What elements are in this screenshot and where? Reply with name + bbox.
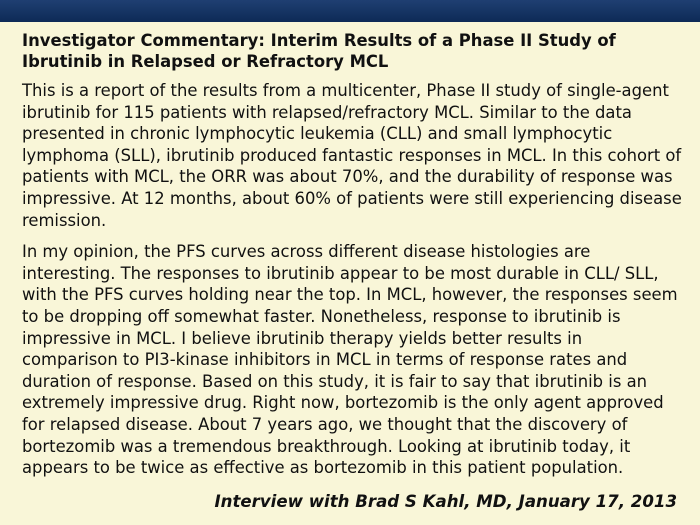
slide-content — [22, 30, 682, 489]
interview-byline: Interview with Brad S Kahl, MD, January 17, 2013 — [214, 492, 677, 511]
commentary-paragraph-2: In my opinion, the PFS curves across different disease histologies are interesting. The responses to ibrutinib appear to be most durable in CLL/ SLL, with the PFS curves holding near the top. In MCL, however, the responses seem to be dropping off somewhat faster. Nonetheless, response to ibrutinib is impressive in MCL. I believe ibrutinib therapy yields better results in comparison to PI3-kinase inhibitors in MCL in terms of response rates and duration of response. Based on this study, it is fair to say that ibrutinib is an extremely impressive drug. Right now, bortezomib is the only agent approved for relapsed disease. About 7 years ago, we thought that the discovery of bortezomib was a tremendous breakthrough. Looking at ibrutinib today, it appears to be twice as effective as bortezomib in this patient population. — [22, 242, 678, 478]
commentary-paragraph-1: This is a report of the results from a multicenter, Phase II study of single-agent ibrutinib for 115 patients with relapsed/refractory MCL. Similar to the data presented in chronic lymphocytic leukemia (CLL) and small lymphocytic lymphoma (SLL), ibrutinib produced fantastic responses in MCL. In this cohort of patients with MCL, the ORR was about 70%, and the durability of response was impressive. At 12 months, about 60% of patients were still experiencing disease remission. — [22, 81, 682, 230]
slide-title: Investigator Commentary: Interim Results of a Phase II Study of Ibrutinib in Relapsed or Refractory MCL — [22, 31, 616, 71]
header-bar — [0, 0, 700, 22]
